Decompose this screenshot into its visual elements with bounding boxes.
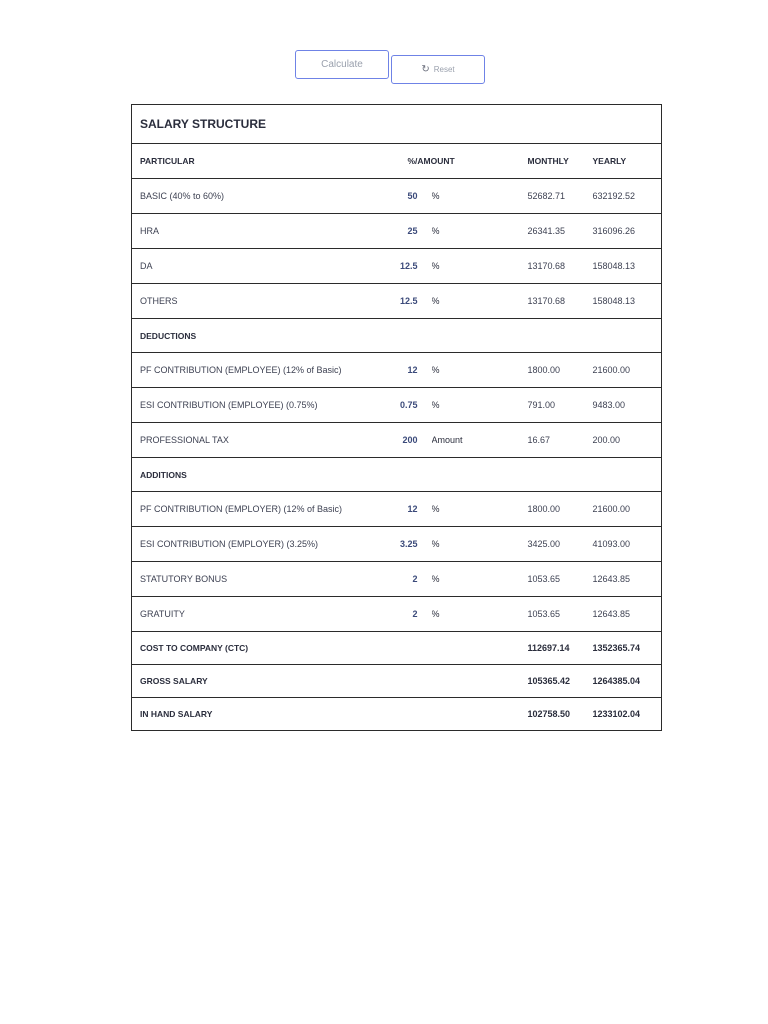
table-row bbox=[132, 353, 662, 388]
yearly-value: 632192.52 bbox=[587, 179, 662, 214]
header-amount: %/AMOUNT bbox=[382, 144, 522, 179]
monthly-value: 791.00 bbox=[522, 388, 587, 423]
total-row bbox=[132, 698, 662, 731]
yearly-value: 158048.13 bbox=[587, 249, 662, 284]
total-row bbox=[132, 665, 662, 698]
total-yearly: 1352365.74 bbox=[587, 632, 662, 665]
yearly-value: 9483.00 bbox=[587, 388, 662, 423]
deductions-section-title: DEDUCTIONS bbox=[132, 319, 662, 353]
yearly-value: 316096.26 bbox=[587, 214, 662, 249]
row-label: BASIC (40% to 60%) bbox=[132, 179, 382, 214]
unit-select[interactable]: Amount bbox=[432, 423, 522, 458]
reset-icon: ↻ bbox=[421, 63, 430, 75]
value-input[interactable]: 50 bbox=[382, 179, 432, 214]
value-input[interactable]: 12 bbox=[382, 353, 432, 388]
monthly-value: 1800.00 bbox=[522, 353, 587, 388]
unit-select[interactable]: % bbox=[432, 214, 522, 249]
total-monthly: 102758.50 bbox=[522, 698, 587, 731]
table-row bbox=[132, 284, 662, 319]
table-row bbox=[132, 527, 662, 562]
table-row bbox=[132, 562, 662, 597]
monthly-value: 52682.71 bbox=[522, 179, 587, 214]
total-label: GROSS SALARY bbox=[132, 665, 522, 698]
header-monthly: MONTHLY bbox=[522, 144, 587, 179]
table-header-row bbox=[132, 144, 662, 179]
reset-button-label: Reset bbox=[433, 65, 455, 74]
header-particular: PARTICULAR bbox=[132, 144, 382, 179]
yearly-value: 12643.85 bbox=[587, 597, 662, 632]
unit-select[interactable]: % bbox=[432, 284, 522, 319]
value-input[interactable]: 12.5 bbox=[382, 284, 432, 319]
row-label: PF CONTRIBUTION (EMPLOYEE) (12% of Basic) bbox=[132, 353, 382, 388]
monthly-value: 16.67 bbox=[522, 423, 587, 458]
unit-select[interactable]: % bbox=[432, 388, 522, 423]
value-input[interactable]: 2 bbox=[382, 562, 432, 597]
deductions-section-row bbox=[132, 319, 662, 353]
table-title: SALARY STRUCTURE bbox=[132, 105, 662, 144]
total-yearly: 1233102.04 bbox=[587, 698, 662, 731]
row-label: ESI CONTRIBUTION (EMPLOYEE) (0.75%) bbox=[132, 388, 382, 423]
total-monthly: 105365.42 bbox=[522, 665, 587, 698]
yearly-value: 41093.00 bbox=[587, 527, 662, 562]
salary-structure-table bbox=[131, 104, 662, 731]
unit-select[interactable]: % bbox=[432, 527, 522, 562]
reset-button[interactable] bbox=[391, 55, 485, 84]
row-label: PROFESSIONAL TAX bbox=[132, 423, 382, 458]
unit-select[interactable]: % bbox=[432, 562, 522, 597]
row-label: OTHERS bbox=[132, 284, 382, 319]
total-label: IN HAND SALARY bbox=[132, 698, 522, 731]
yearly-value: 21600.00 bbox=[587, 492, 662, 527]
row-label: ESI CONTRIBUTION (EMPLOYER) (3.25%) bbox=[132, 527, 382, 562]
value-input[interactable]: 25 bbox=[382, 214, 432, 249]
total-label: COST TO COMPANY (CTC) bbox=[132, 632, 522, 665]
row-label: STATUTORY BONUS bbox=[132, 562, 382, 597]
table-row bbox=[132, 597, 662, 632]
table-row bbox=[132, 179, 662, 214]
total-yearly: 1264385.04 bbox=[587, 665, 662, 698]
total-monthly: 112697.14 bbox=[522, 632, 587, 665]
unit-select[interactable]: % bbox=[432, 249, 522, 284]
additions-section-row bbox=[132, 458, 662, 492]
value-input[interactable]: 12 bbox=[382, 492, 432, 527]
value-input[interactable]: 0.75 bbox=[382, 388, 432, 423]
row-label: PF CONTRIBUTION (EMPLOYER) (12% of Basic) bbox=[132, 492, 382, 527]
table-row bbox=[132, 249, 662, 284]
value-input[interactable]: 12.5 bbox=[382, 249, 432, 284]
monthly-value: 13170.68 bbox=[522, 249, 587, 284]
yearly-value: 12643.85 bbox=[587, 562, 662, 597]
table-title-row bbox=[132, 105, 662, 144]
monthly-value: 13170.68 bbox=[522, 284, 587, 319]
calculate-button[interactable] bbox=[295, 50, 389, 79]
value-input[interactable]: 2 bbox=[382, 597, 432, 632]
header-yearly: YEARLY bbox=[587, 144, 662, 179]
table-row bbox=[132, 214, 662, 249]
monthly-value: 26341.35 bbox=[522, 214, 587, 249]
unit-select[interactable]: % bbox=[432, 492, 522, 527]
value-input[interactable]: 3.25 bbox=[382, 527, 432, 562]
monthly-value: 1053.65 bbox=[522, 562, 587, 597]
additions-section-title: ADDITIONS bbox=[132, 458, 662, 492]
table-row bbox=[132, 423, 662, 458]
monthly-value: 1800.00 bbox=[522, 492, 587, 527]
row-label: DA bbox=[132, 249, 382, 284]
unit-select[interactable]: % bbox=[432, 179, 522, 214]
total-row bbox=[132, 632, 662, 665]
unit-select[interactable]: % bbox=[432, 353, 522, 388]
table-row bbox=[132, 388, 662, 423]
value-input[interactable]: 200 bbox=[382, 423, 432, 458]
row-label: HRA bbox=[132, 214, 382, 249]
yearly-value: 200.00 bbox=[587, 423, 662, 458]
monthly-value: 3425.00 bbox=[522, 527, 587, 562]
row-label: GRATUITY bbox=[132, 597, 382, 632]
yearly-value: 21600.00 bbox=[587, 353, 662, 388]
yearly-value: 158048.13 bbox=[587, 284, 662, 319]
unit-select[interactable]: % bbox=[432, 597, 522, 632]
table-row bbox=[132, 492, 662, 527]
calculate-button-label: Calculate bbox=[321, 59, 363, 70]
monthly-value: 1053.65 bbox=[522, 597, 587, 632]
